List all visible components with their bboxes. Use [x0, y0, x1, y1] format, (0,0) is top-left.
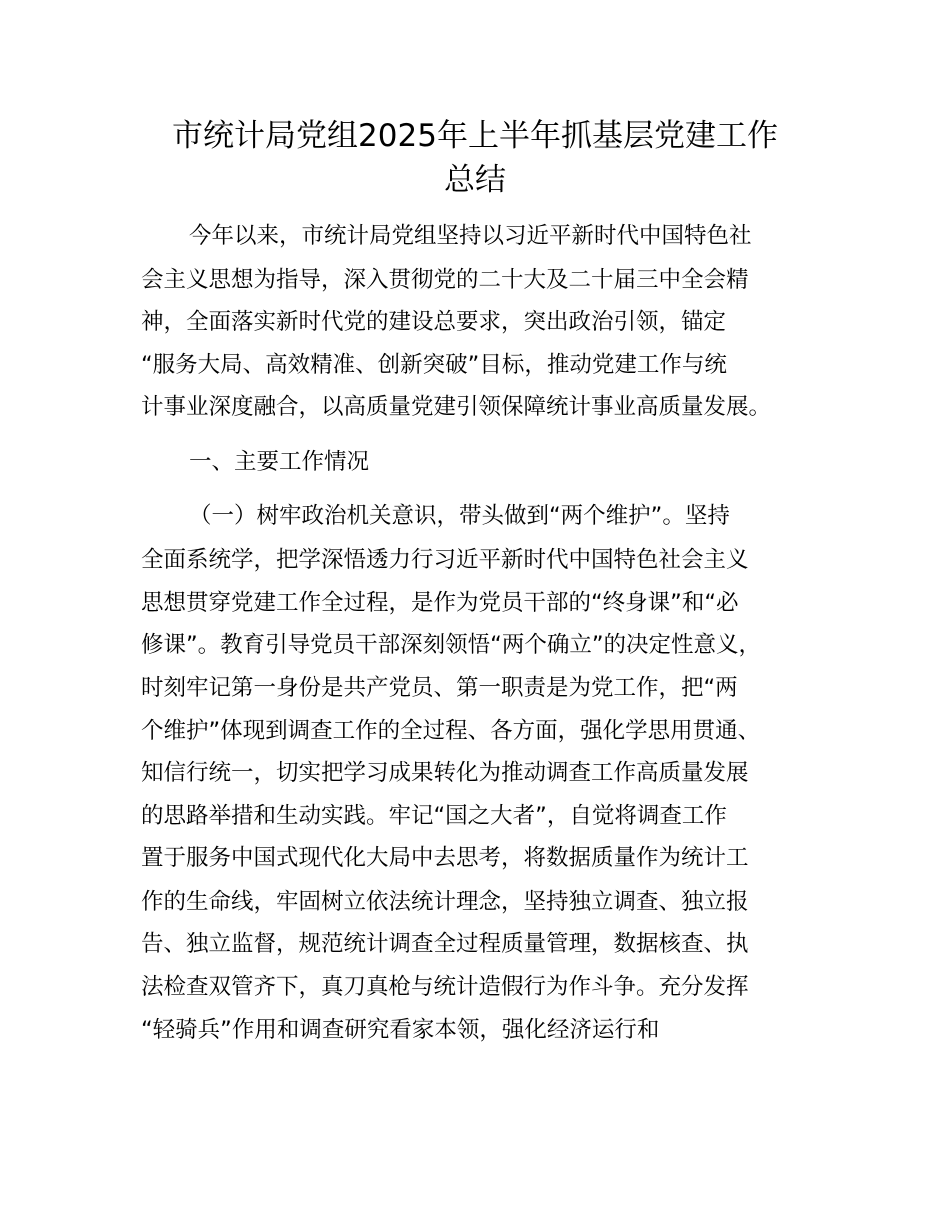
body-line: （一）树牢政治机关意识，带头做到“两个维护”。坚持	[189, 503, 730, 529]
body-line: 修课”。教育引导党员干部深刻领悟“两个确立”的决定性意义，	[141, 632, 761, 658]
section-heading: 一、主要工作情况	[189, 449, 370, 475]
document-title-line-2: 总结	[444, 162, 506, 198]
body-line: 知信行统一，切实把学习成果转化为推动调查工作高质量发展	[141, 760, 749, 786]
body-line: 个维护”体现到调查工作的全过程、各方面，强化学思用贯通、	[141, 718, 761, 744]
document-title-line-1: 市统计局党组2025年上半年抓基层党建工作	[172, 118, 778, 154]
body-line: 全面系统学，把学深悟透力行习近平新时代中国特色社会主义	[141, 547, 749, 573]
body-line: 告、独立监督，规范统计调查全过程质量管理，数据核查、执	[141, 931, 749, 957]
body-line: 计事业深度融合，以高质量党建引领保障统计事业高质量发展。	[141, 394, 772, 420]
body-line: 时刻牢记第一身份是共产党员、第一职责是为党工作，把“两	[141, 675, 738, 701]
body-line: 神，全面落实新时代党的建设总要求，突出政治引领，锚定	[141, 309, 727, 335]
body-line: 今年以来，市统计局党组坚持以习近平新时代中国特色社	[189, 223, 752, 249]
body-line: 置于服务中国式现代化大局中去思考，将数据质量作为统计工	[141, 845, 749, 871]
body-line: 思想贯穿党建工作全过程，是作为党员干部的“终身课”和“必	[141, 590, 739, 616]
body-line: 法检查双管齐下，真刀真枪与统计造假行为作斗争。充分发挥	[141, 974, 749, 1000]
body-line: “服务大局、高效精准、创新突破”目标，推动党建工作与统	[141, 352, 727, 378]
body-line: 的思路举措和生动实践。牢记“国之大者”，自觉将调查工作	[141, 803, 727, 829]
body-line: 作的生命线，牢固树立依法统计理念，坚持独立调查、独立报	[141, 889, 749, 915]
body-line: 会主义思想为指导，深入贯彻党的二十大及二十届三中全会精	[141, 267, 749, 293]
body-line: “轻骑兵”作用和调查研究看家本领，强化经济运行和	[141, 1017, 660, 1043]
